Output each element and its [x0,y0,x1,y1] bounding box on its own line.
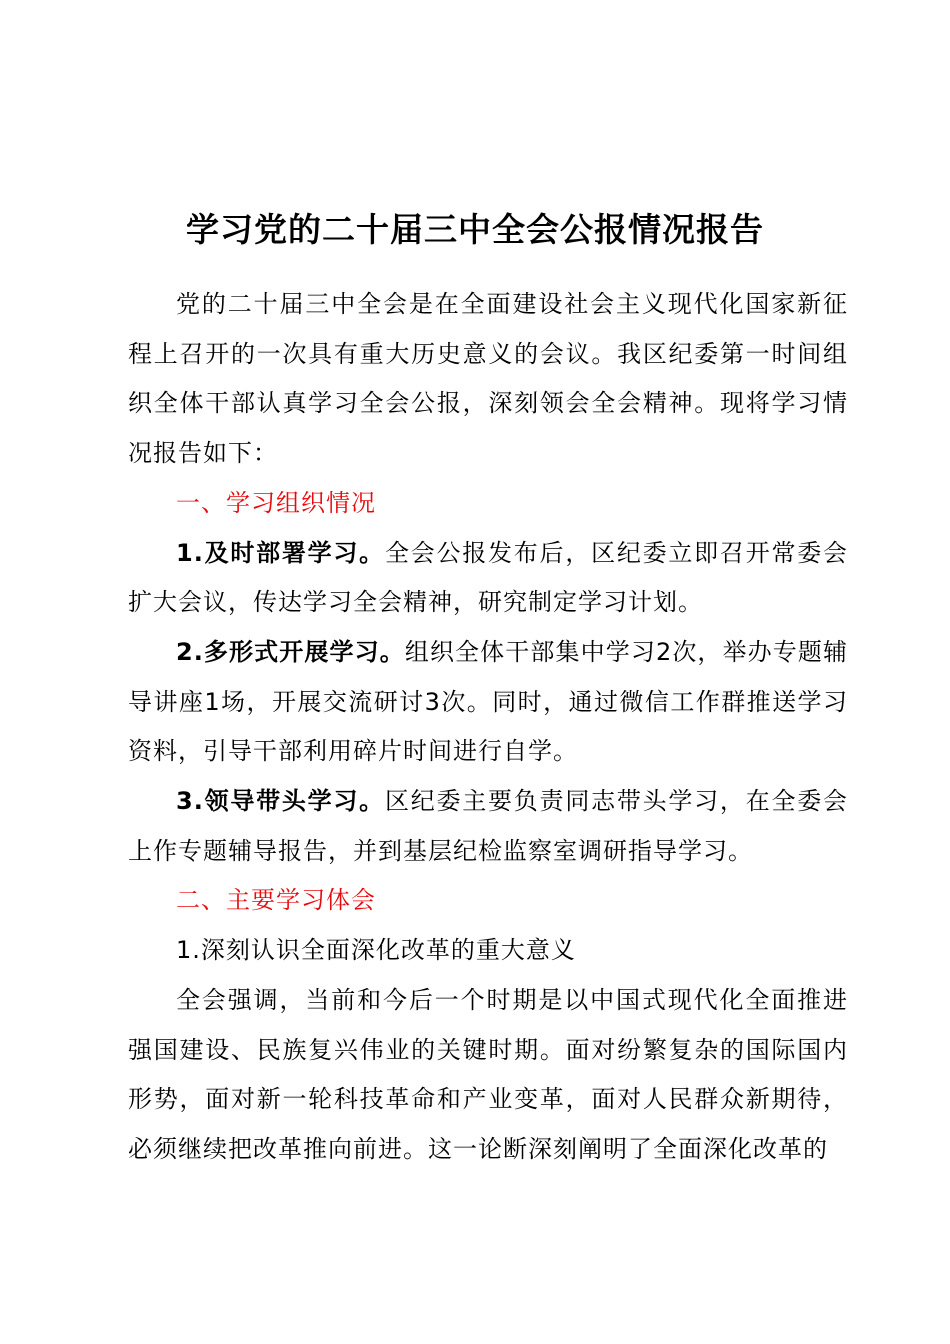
subheading-1: 1.深刻认识全面深化改革的重大意义 [176,936,576,965]
item-text-2: 组织全体干部集中学习2次，举办专题辅导讲座1场，开展交流研讨3次。同时，通过微信工作群推送学习资料，引导干部利用碎片时间进行自学。 [128,637,848,766]
item-text-3: 区纪委主要负责同志带头学习，在全委会上作专题辅导报告，并到基层纪检监察室调研指导学习。 [128,787,848,865]
section-heading-1: 一、学习组织情况 [176,488,376,517]
section-heading-2: 二、主要学习体会 [176,886,376,915]
item-paragraph-1 [128,529,848,628]
item-paragraph-3 [128,777,848,876]
item-paragraph-2 [128,628,848,777]
item-text-1: 全会公报发布后，区纪委立即召开常委会扩大会议，传达学习全会精神，研究制定学习计划。 [128,538,848,617]
item-lead-2: 2.多形式开展学习。 [176,637,405,666]
item-lead-1: 1.及时部署学习。 [176,538,385,567]
intro-paragraph: 党的二十届三中全会是在全面建设社会主义现代化国家新征程上召开的一次具有重大历史意义的会议。我区纪委第一时间组织全体干部认真学习全会公报，深刻领会全会精神。现将学习情况报告如下： [128,290,848,468]
item-lead-3: 3.领导带头学习。 [176,787,385,816]
document-title: 学习党的二十届三中全会公报情况报告 [186,210,764,249]
section2-paragraph-1: 全会强调，当前和今后一个时期是以中国式现代化全面推进强国建设、民族复兴伟业的关键时期。面对纷繁复杂的国际国内形势，面对新一轮科技革命和产业变革，面对人民群众新期待，必须继续把改革推向前进。这一论断深刻阐明了全面深化改革的 [128,985,848,1163]
document-body [128,280,848,1175]
